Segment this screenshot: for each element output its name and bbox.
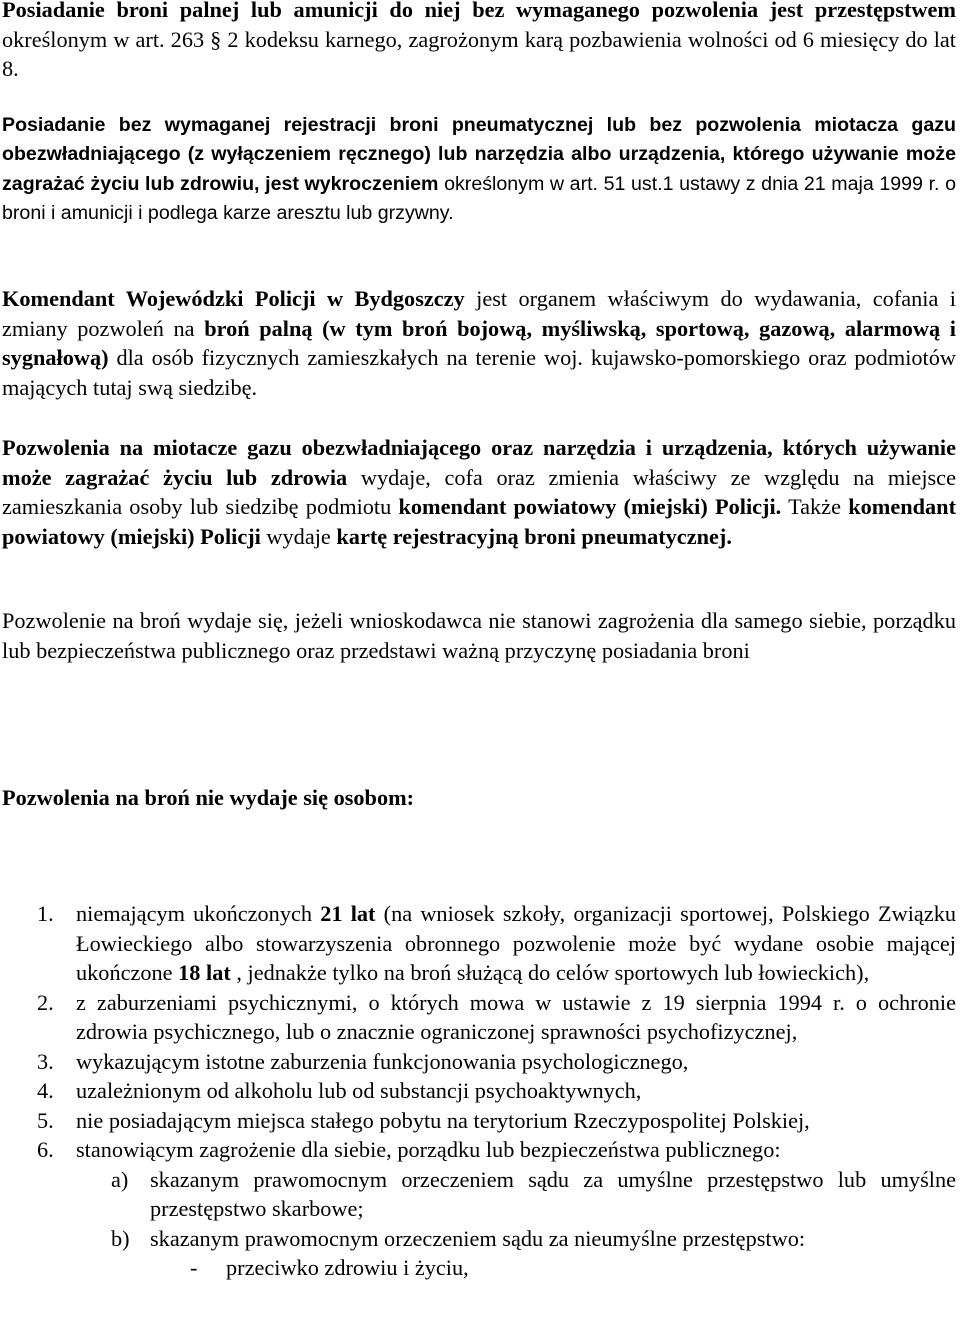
text-run: Także bbox=[781, 494, 849, 519]
bold-text-run: 18 lat bbox=[178, 960, 231, 985]
bold-text-run: Posiadanie bez wymaganej rejestracji broni pneumatycznej lub bez pozwolenia miotacza gazu obezwładniającego (z wyłączeniem ręcznego) lub narzędzia albo urządzenia, którego używanie może zagrażać życiu lub zdrowiu, jest wykroczeniem bbox=[2, 114, 956, 195]
text-run: wydaje, cofa oraz zmienia właściwy ze względu na miejsce zamieszkania osoby lub siedzibę podmiotu bbox=[2, 464, 956, 519]
bold-text-run: Posiadanie broni palnej lub amunicji do niej bez wymaganego pozwolenia jest przestępstwem bbox=[2, 0, 956, 22]
sublist-item-text: skazanym prawomocnym orzeczeniem sądu za nieumyślne przestępstwo: bbox=[150, 1225, 806, 1251]
text-run: niemającym ukończonych bbox=[76, 901, 321, 926]
list-item-number: 4. bbox=[37, 1078, 54, 1103]
bold-text-run: Pozwolenia na miotacze gazu obezwładniającego oraz narzędzia i urządzenia, których używanie może zagrażać życiu lub zdrowia bbox=[2, 435, 956, 490]
text-run: stanowiącym zagrożenie dla siebie, porządku lub bezpieczeństwa publicznego: bbox=[76, 1137, 781, 1162]
text-run: dla osób fizycznych zamieszkałych na terenie woj. kujawsko-pomorskiego oraz podmiotów mających tutaj swą siedzibę. bbox=[2, 345, 956, 400]
text-run: określonym w art. 263 § 2 kodeksu karnego, zagrożonym karą pozbawienia wolności od 6 miesięcy do lat 8. bbox=[2, 26, 956, 81]
list-item bbox=[0, 1135, 956, 1165]
sublist-item-letter: b) bbox=[111, 1225, 130, 1251]
list-item bbox=[0, 1076, 956, 1106]
text-run: wydaje bbox=[260, 523, 337, 549]
bold-text-run: kartę rejestracyjną broni pneumatycznej. bbox=[336, 523, 732, 549]
list-item-number: 2. bbox=[37, 989, 54, 1015]
sublist-item bbox=[0, 1165, 956, 1224]
text-run: wykazującym istotne zaburzenia funkcjonowania psychologicznego, bbox=[76, 1048, 689, 1074]
text-run: , jednakże tylko na broń służącą do celów sportowych lub łowieckich), bbox=[230, 960, 870, 985]
text-run: Pozwolenie na broń wydaje się, jeżeli wnioskodawca nie stanowi zagrożenia dla samego siebie, porządku lub bezpieczeństwa publicznego oraz przedstawi ważną przyczynę posiadania broni bbox=[2, 608, 956, 663]
list-item-number: 3. bbox=[37, 1048, 54, 1074]
text-run: z zaburzeniami psychicznymi, o których mowa w ustawie z 19 sierpnia 1994 r. o ochronie zdrowia psychicznego, lub o znacznie ograniczonej sprawności psychofizycznej, bbox=[76, 989, 956, 1044]
paragraph-firearms-possession bbox=[2, 0, 956, 84]
ineligible-persons-list bbox=[0, 899, 960, 1283]
text-run: (na wniosek szkoły, organizacji sportowej, Polskiego Związku Łowieckiego albo stowarzyszenia obronnego pozwolenie może być wydane osobie mającej ukończone bbox=[76, 901, 957, 985]
sublist-item bbox=[0, 1224, 956, 1254]
dash-item bbox=[0, 1253, 956, 1283]
paragraph-gas-launchers-permits bbox=[2, 433, 956, 551]
bold-text-run: broń palną (w tym broń bojową, myśliwską, sportową, gazową, alarmową i sygnałową) bbox=[2, 315, 956, 370]
sublist-item-letter: a) bbox=[111, 1166, 129, 1192]
sublist-item-text: skazanym prawomocnym orzeczeniem sądu za umyślne przestępstwo lub umyślne przestępstwo skarbowe; bbox=[150, 1166, 956, 1221]
text-run: nie posiadającym miejsca stałego pobytu na terytorium Rzeczypospolitej Polskiej, bbox=[76, 1107, 810, 1133]
list-item bbox=[0, 1047, 956, 1077]
list-item bbox=[0, 899, 956, 988]
bold-text-run: 21 lat bbox=[320, 901, 376, 926]
text-run: określonym w art. 51 ust.1 ustawy z dnia 21 maja 1999 r. o broni i amunicji i podlega karze aresztu lub grzywny. bbox=[2, 172, 956, 224]
section-heading: Pozwolenia na broń nie wydaje się osobom: bbox=[2, 785, 415, 810]
dash-item-text: przeciwko zdrowiu i życiu, bbox=[226, 1255, 469, 1280]
paragraph-pneumatic-weapons bbox=[2, 111, 956, 228]
paragraph-voivodeship-commander bbox=[2, 284, 956, 402]
text-run: uzależnionym od alkoholu lub od substancji psychoaktywnych, bbox=[76, 1078, 642, 1103]
list-item bbox=[0, 988, 956, 1047]
dash-bullet: - bbox=[190, 1255, 198, 1280]
list-item-number: 6. bbox=[37, 1137, 54, 1162]
list-item-number: 5. bbox=[37, 1107, 54, 1133]
paragraph-permit-conditions bbox=[2, 606, 956, 665]
bold-text-run: komendant powiatowy (miejski) Policji bbox=[2, 494, 956, 549]
list-item-number: 1. bbox=[37, 901, 54, 926]
list-item bbox=[0, 1106, 956, 1136]
bold-text-run: komendant powiatowy (miejski) Policji. bbox=[398, 494, 782, 519]
bold-text-run: Komendant Wojewódzki Policji w Bydgoszczy bbox=[2, 286, 465, 311]
text-run: jest organem właściwym do wydawania, cofania i zmiany pozwoleń na bbox=[2, 286, 956, 341]
